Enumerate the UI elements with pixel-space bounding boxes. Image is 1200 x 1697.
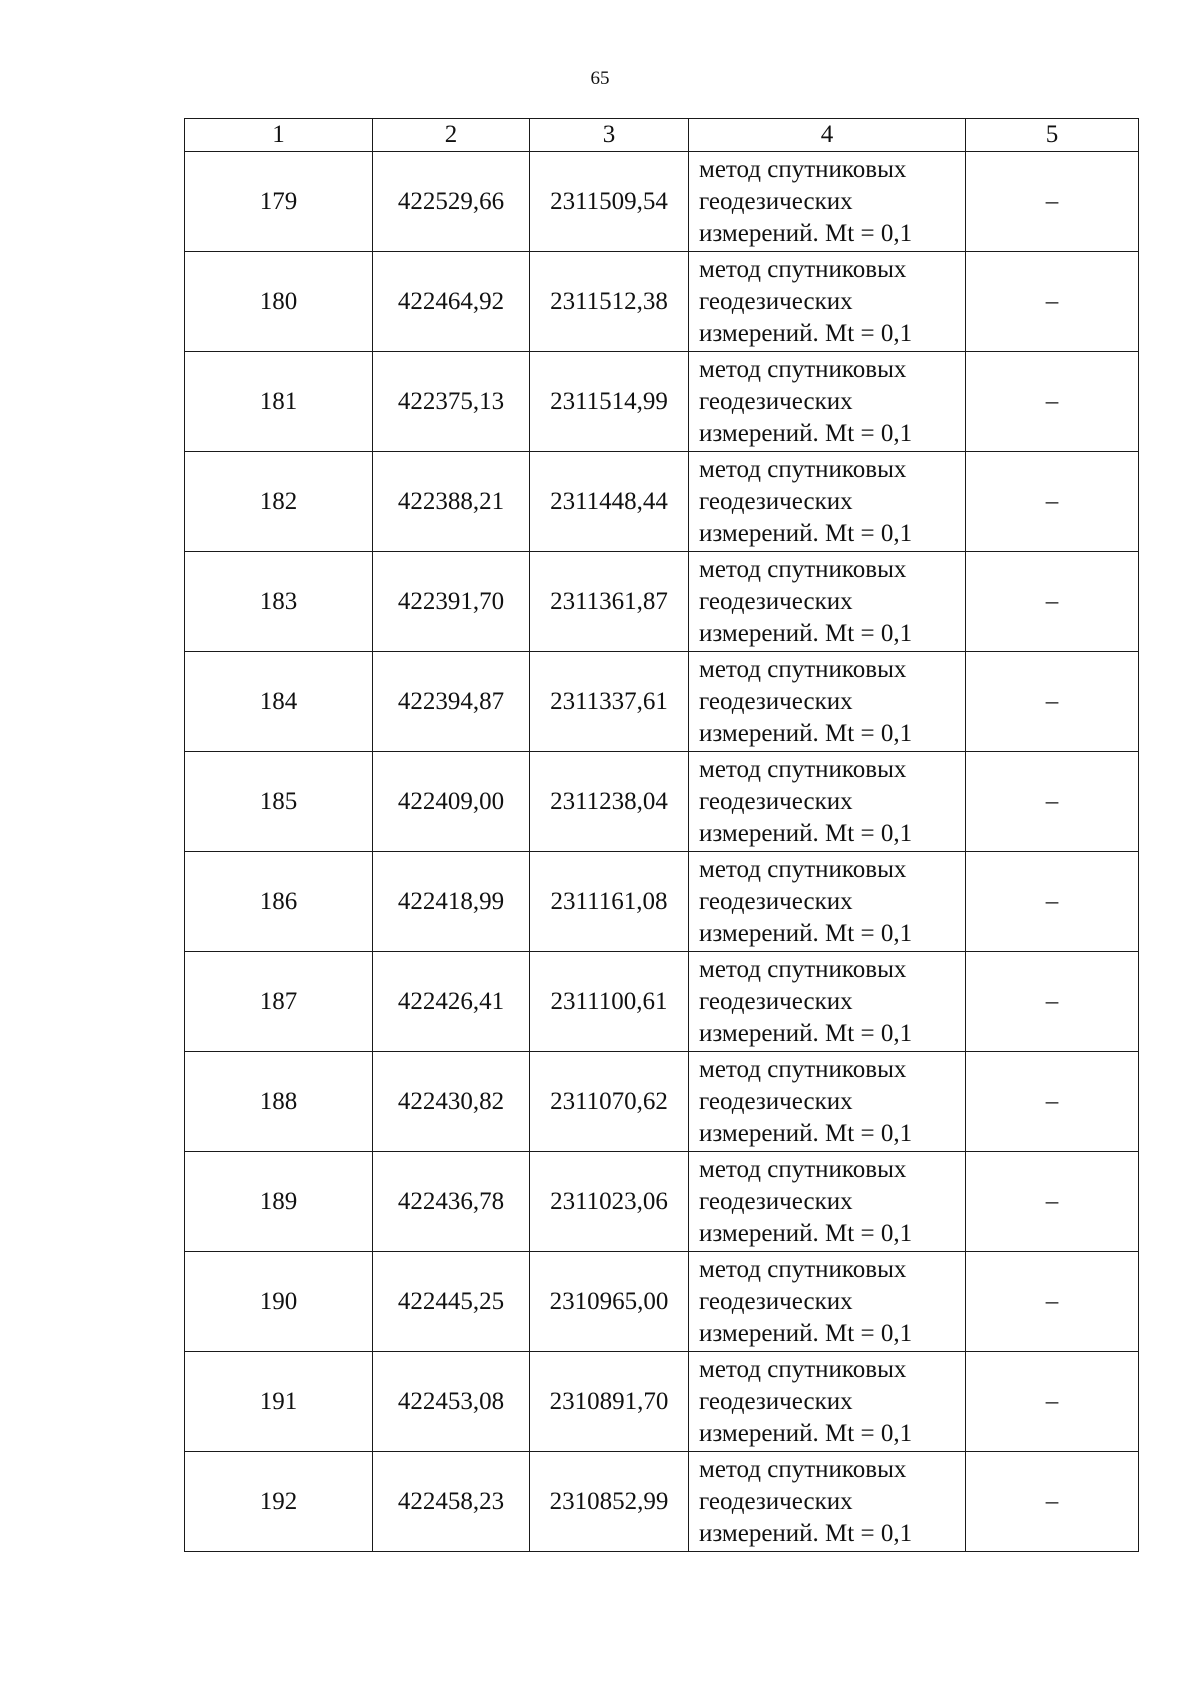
- x-coordinate-cell: 422418,99: [373, 852, 530, 952]
- method-cell: [689, 652, 966, 752]
- x-coordinate-cell: 422426,41: [373, 952, 530, 1052]
- method-cell: [689, 1352, 966, 1452]
- method-line: измерений. Mt = 0,1: [699, 719, 913, 747]
- table-row: [185, 1352, 1139, 1452]
- y-coordinate-cell: 2311337,61: [530, 652, 689, 752]
- method-line: геодезических: [699, 1187, 853, 1215]
- note-cell: –: [966, 1052, 1139, 1152]
- method-line: метод спутниковых: [699, 655, 907, 683]
- method-line: метод спутниковых: [699, 755, 907, 783]
- method-line: геодезических: [699, 487, 853, 515]
- method-cell: [689, 1452, 966, 1552]
- y-coordinate-cell: 2311361,87: [530, 552, 689, 652]
- method-line: метод спутниковых: [699, 1255, 907, 1283]
- y-coordinate-cell: 2311100,61: [530, 952, 689, 1052]
- method-line: измерений. Mt = 0,1: [699, 1419, 913, 1447]
- method-cell: [689, 1052, 966, 1152]
- method-line: измерений. Mt = 0,1: [699, 419, 913, 447]
- table-row: [185, 1252, 1139, 1352]
- note-cell: –: [966, 1352, 1139, 1452]
- method-cell: [689, 1152, 966, 1252]
- table-row: [185, 1452, 1139, 1552]
- x-coordinate-cell: 422430,82: [373, 1052, 530, 1152]
- method-line: метод спутниковых: [699, 955, 907, 983]
- method-line: измерений. Mt = 0,1: [699, 1219, 913, 1247]
- method-line: геодезических: [699, 687, 853, 715]
- method-line: метод спутниковых: [699, 455, 907, 483]
- note-cell: –: [966, 1252, 1139, 1352]
- point-number-cell: 180: [185, 252, 373, 352]
- x-coordinate-cell: 422464,92: [373, 252, 530, 352]
- table-row: [185, 852, 1139, 952]
- table-row: [185, 452, 1139, 552]
- point-number-cell: 186: [185, 852, 373, 952]
- note-cell: –: [966, 1452, 1139, 1552]
- method-cell: [689, 852, 966, 952]
- table-body: [185, 152, 1139, 1552]
- method-line: измерений. Mt = 0,1: [699, 619, 913, 647]
- note-cell: –: [966, 452, 1139, 552]
- point-number-cell: 188: [185, 1052, 373, 1152]
- x-coordinate-cell: 422445,25: [373, 1252, 530, 1352]
- method-line: измерений. Mt = 0,1: [699, 319, 913, 347]
- method-line: измерений. Mt = 0,1: [699, 519, 913, 547]
- note-cell: –: [966, 552, 1139, 652]
- table-row: [185, 352, 1139, 452]
- y-coordinate-cell: 2311514,99: [530, 352, 689, 452]
- table-row: [185, 1052, 1139, 1152]
- method-cell: [689, 1252, 966, 1352]
- header-col-4: 4: [689, 119, 966, 152]
- header-row: [185, 119, 1139, 152]
- method-cell: [689, 552, 966, 652]
- method-line: геодезических: [699, 1087, 853, 1115]
- method-line: геодезических: [699, 1387, 853, 1415]
- note-cell: –: [966, 852, 1139, 952]
- point-number-cell: 185: [185, 752, 373, 852]
- point-number-cell: 191: [185, 1352, 373, 1452]
- method-line: геодезических: [699, 1487, 853, 1515]
- method-line: измерений. Mt = 0,1: [699, 819, 913, 847]
- table-row: [185, 952, 1139, 1052]
- point-number-cell: 181: [185, 352, 373, 452]
- y-coordinate-cell: 2311161,08: [530, 852, 689, 952]
- coordinates-table: [184, 118, 1139, 1552]
- table-row: [185, 252, 1139, 352]
- method-cell: [689, 352, 966, 452]
- header-col-5: 5: [966, 119, 1139, 152]
- y-coordinate-cell: 2311448,44: [530, 452, 689, 552]
- point-number-cell: 189: [185, 1152, 373, 1252]
- y-coordinate-cell: 2311509,54: [530, 152, 689, 252]
- method-line: метод спутниковых: [699, 255, 907, 283]
- point-number-cell: 187: [185, 952, 373, 1052]
- method-line: метод спутниковых: [699, 1355, 907, 1383]
- table-row: [185, 152, 1139, 252]
- method-cell: [689, 452, 966, 552]
- header-col-2: 2: [373, 119, 530, 152]
- method-line: геодезических: [699, 1287, 853, 1315]
- point-number-cell: 190: [185, 1252, 373, 1352]
- method-cell: [689, 252, 966, 352]
- y-coordinate-cell: 2310852,99: [530, 1452, 689, 1552]
- x-coordinate-cell: 422394,87: [373, 652, 530, 752]
- x-coordinate-cell: 422388,21: [373, 452, 530, 552]
- y-coordinate-cell: 2310891,70: [530, 1352, 689, 1452]
- y-coordinate-cell: 2311070,62: [530, 1052, 689, 1152]
- point-number-cell: 184: [185, 652, 373, 752]
- method-line: геодезических: [699, 887, 853, 915]
- method-line: метод спутниковых: [699, 155, 907, 183]
- method-line: измерений. Mt = 0,1: [699, 1119, 913, 1147]
- table-row: [185, 652, 1139, 752]
- x-coordinate-cell: 422458,23: [373, 1452, 530, 1552]
- method-line: измерений. Mt = 0,1: [699, 1319, 913, 1347]
- note-cell: –: [966, 952, 1139, 1052]
- note-cell: –: [966, 1152, 1139, 1252]
- note-cell: –: [966, 352, 1139, 452]
- method-line: метод спутниковых: [699, 1455, 907, 1483]
- x-coordinate-cell: 422529,66: [373, 152, 530, 252]
- table-row: [185, 752, 1139, 852]
- method-line: метод спутниковых: [699, 355, 907, 383]
- method-line: метод спутниковых: [699, 555, 907, 583]
- method-line: геодезических: [699, 587, 853, 615]
- method-line: измерений. Mt = 0,1: [699, 1519, 913, 1547]
- y-coordinate-cell: 2311238,04: [530, 752, 689, 852]
- y-coordinate-cell: 2310965,00: [530, 1252, 689, 1352]
- method-line: измерений. Mt = 0,1: [699, 919, 913, 947]
- note-cell: –: [966, 652, 1139, 752]
- y-coordinate-cell: 2311023,06: [530, 1152, 689, 1252]
- note-cell: –: [966, 152, 1139, 252]
- method-line: геодезических: [699, 787, 853, 815]
- method-cell: [689, 952, 966, 1052]
- method-line: измерений. Mt = 0,1: [699, 219, 913, 247]
- point-number-cell: 183: [185, 552, 373, 652]
- table-row: [185, 552, 1139, 652]
- table-row: [185, 1152, 1139, 1252]
- point-number-cell: 192: [185, 1452, 373, 1552]
- method-cell: [689, 152, 966, 252]
- method-line: геодезических: [699, 287, 853, 315]
- x-coordinate-cell: 422391,70: [373, 552, 530, 652]
- point-number-cell: 182: [185, 452, 373, 552]
- note-cell: –: [966, 252, 1139, 352]
- method-line: геодезических: [699, 987, 853, 1015]
- header-col-1: 1: [185, 119, 373, 152]
- method-line: метод спутниковых: [699, 1155, 907, 1183]
- method-line: измерений. Mt = 0,1: [699, 1019, 913, 1047]
- x-coordinate-cell: 422409,00: [373, 752, 530, 852]
- method-line: геодезических: [699, 387, 853, 415]
- note-cell: –: [966, 752, 1139, 852]
- header-col-3: 3: [530, 119, 689, 152]
- point-number-cell: 179: [185, 152, 373, 252]
- x-coordinate-cell: 422436,78: [373, 1152, 530, 1252]
- x-coordinate-cell: 422375,13: [373, 352, 530, 452]
- x-coordinate-cell: 422453,08: [373, 1352, 530, 1452]
- table-header: [185, 119, 1139, 152]
- method-line: геодезических: [699, 187, 853, 215]
- method-cell: [689, 752, 966, 852]
- y-coordinate-cell: 2311512,38: [530, 252, 689, 352]
- method-line: метод спутниковых: [699, 855, 907, 883]
- page-number: 65: [590, 68, 610, 89]
- method-line: метод спутниковых: [699, 1055, 907, 1083]
